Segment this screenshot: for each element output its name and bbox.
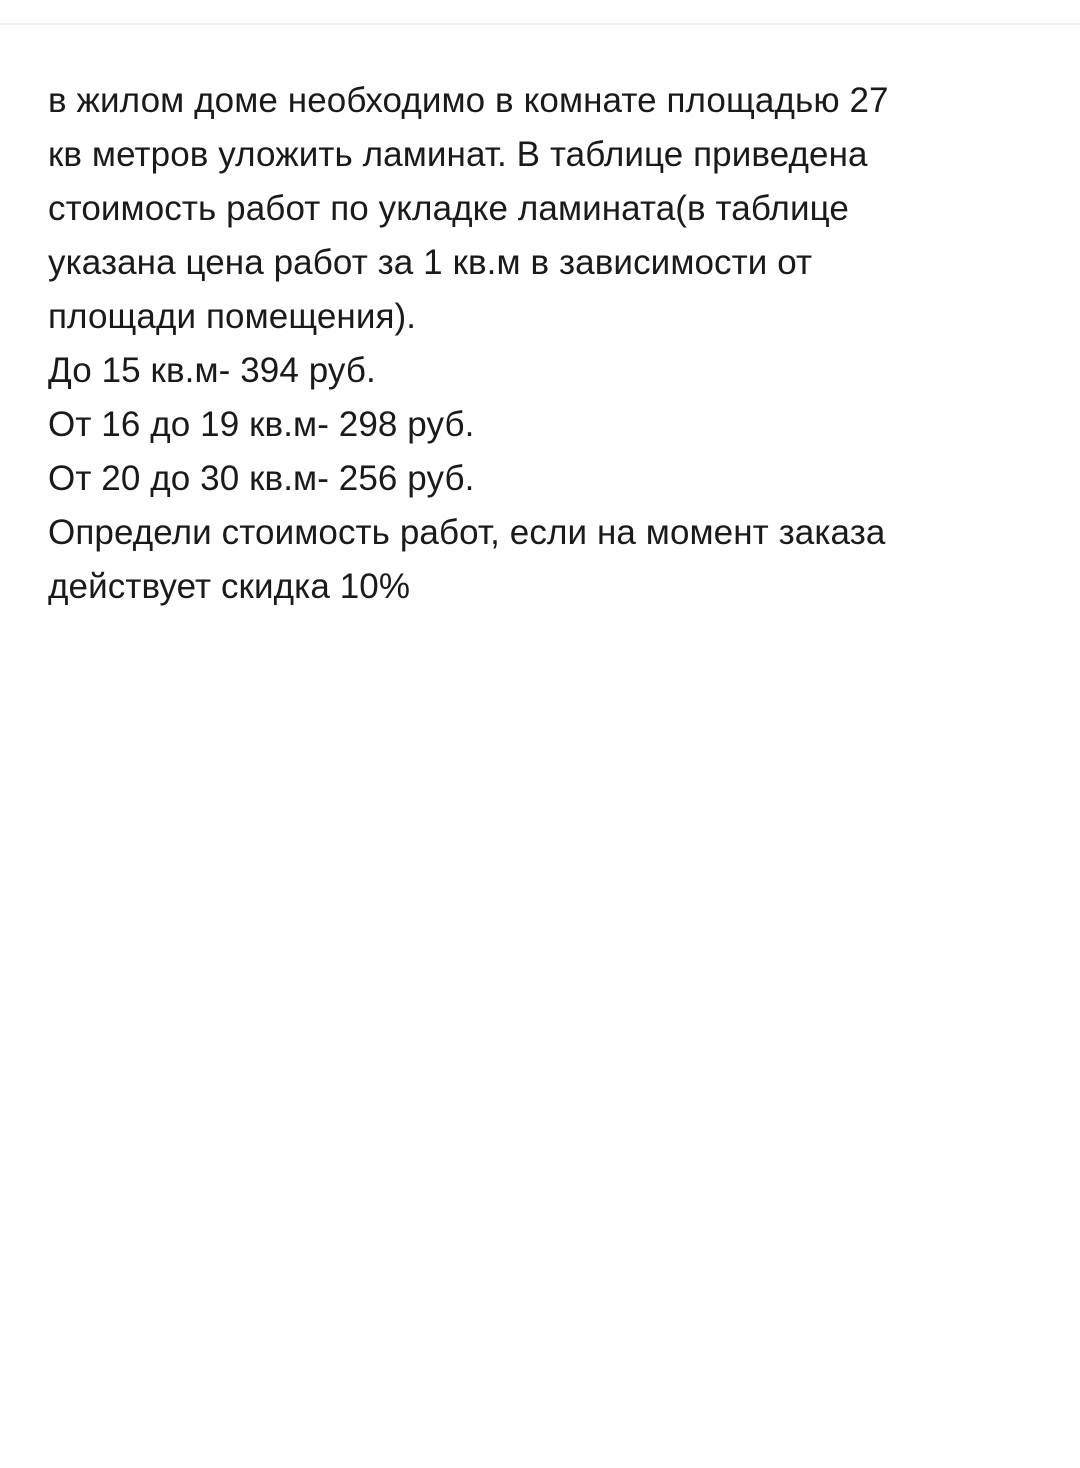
price-line-20-to-30: От 20 до 30 кв.м- 256 руб. — [48, 459, 475, 498]
question-line: площади помещения). — [48, 297, 417, 336]
question-line: указана цена работ за 1 кв.м в зависимости от — [48, 243, 813, 282]
price-line-up-to-15: До 15 кв.м- 394 руб. — [48, 351, 376, 390]
question-line: в жилом доме необходимо в комнате площадью 27 — [48, 81, 889, 120]
question-line: кв метров уложить ламинат. В таблице приведена — [48, 135, 868, 174]
question-text — [48, 74, 1038, 614]
top-divider — [0, 23, 1080, 25]
price-line-16-to-19: От 16 до 19 кв.м- 298 руб. — [48, 405, 475, 444]
question-line: действует скидка 10% — [48, 567, 411, 606]
question-line: стоимость работ по укладке ламината(в таблице — [48, 189, 849, 228]
question-line: Определи стоимость работ, если на момент заказа — [48, 513, 886, 552]
